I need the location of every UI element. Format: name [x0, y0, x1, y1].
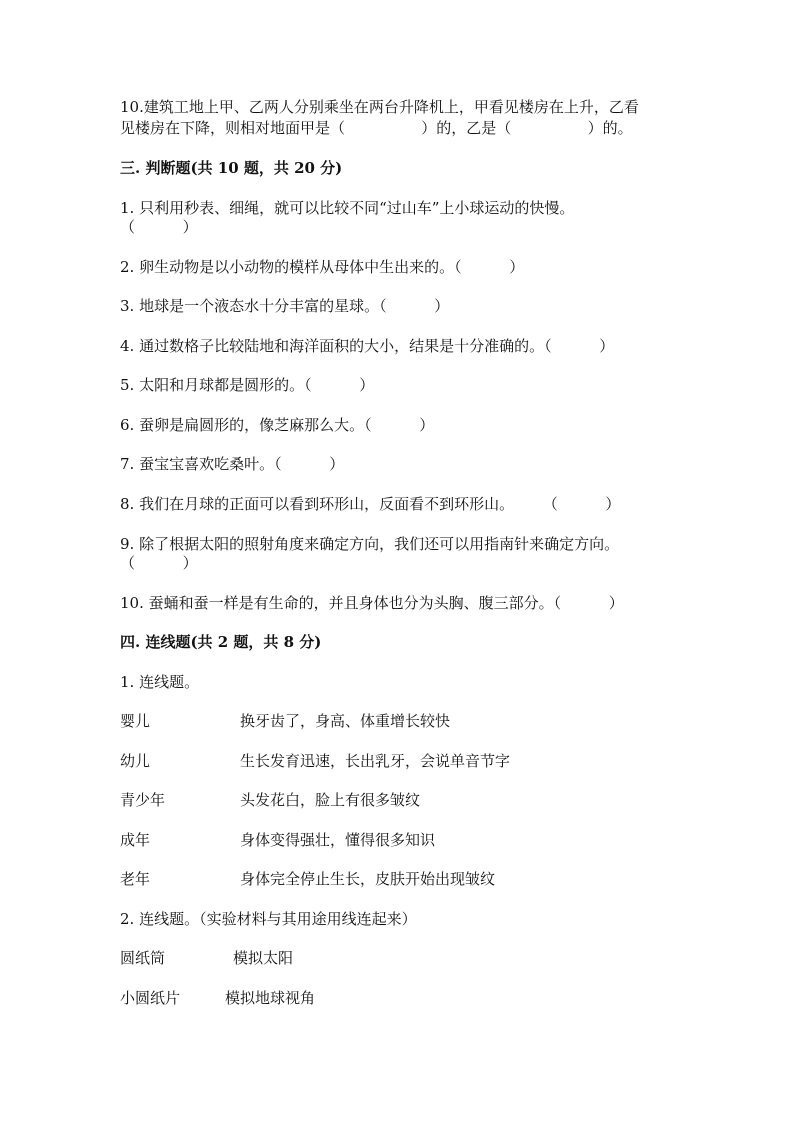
- match-q2-right-2: 模拟地球视角: [225, 989, 316, 1007]
- match-q1-left-1: 婴儿: [120, 712, 151, 730]
- tf-item-4: 4. 通过数格子比较陆地和海洋面积的大小，结果是十分准确的。（ ）: [120, 337, 615, 355]
- match-q1-left-4: 成年: [120, 831, 151, 849]
- match-q2-left-1: 圆纸筒: [120, 949, 166, 967]
- tf-item-9-bracket: （ ）: [120, 554, 198, 572]
- section3-heading: 三. 判断题(共 10 题，共 20 分): [120, 159, 343, 177]
- tf-item-8: 8. 我们在月球的正面可以看到环形山，反面看不到环形山。 （ ）: [120, 495, 621, 513]
- tf-item-2: 2. 卵生动物是以小动物的模样从母体中生出来的。（ ）: [120, 258, 525, 276]
- match-q1-left-3: 青少年: [120, 791, 166, 809]
- match-q1-right-1: 换牙齿了，身高、体重增长较快: [240, 712, 451, 730]
- match-q1-title: 1. 连线题。: [120, 673, 200, 691]
- match-q2-left-2: 小圆纸片: [120, 989, 181, 1007]
- match-q1-right-5: 身体完全停止生长，皮肤开始出现皱纹: [240, 870, 496, 888]
- match-q1-right-4: 身体变得强壮，懂得很多知识: [240, 831, 436, 849]
- match-q2-title: 2. 连线题。（实验材料与其用途用线连起来）: [120, 910, 417, 928]
- tf-item-1-bracket: （ ）: [120, 218, 198, 236]
- tf-item-9: 9. 除了根据太阳的照射角度来确定方向，我们还可以用指南针来确定方向。: [120, 535, 620, 553]
- tf-item-10: 10. 蚕蛹和蚕一样是有生命的，并且身体也分为头胸、腹三部分。（ ）: [120, 594, 624, 612]
- tf-item-1: 1. 只利用秒表、细绳，就可以比较不同“过山车”上小球运动的快慢。: [120, 199, 575, 217]
- tf-item-3: 3. 地球是一个液态水十分丰富的星球。（ ）: [120, 297, 450, 315]
- match-q1-left-2: 幼儿: [120, 752, 151, 770]
- q10-fill-line2: 见楼房在下降，则相对地面甲是（ ）的，乙是（ ）的。: [120, 119, 633, 137]
- match-q1-right-3: 头发花白，脸上有很多皱纹: [240, 791, 421, 809]
- match-q1-right-2: 生长发育迅速，长出乳牙，会说单音节字: [240, 752, 511, 770]
- match-q2-right-1: 模拟太阳: [233, 949, 294, 967]
- tf-item-6: 6. 蚕卵是扁圆形的，像芝麻那么大。（ ）: [120, 416, 435, 434]
- match-q1-left-5: 老年: [120, 870, 151, 888]
- section4-heading: 四. 连线题(共 2 题，共 8 分): [120, 633, 322, 651]
- tf-item-5: 5. 太阳和月球都是圆形的。（ ）: [120, 376, 375, 394]
- q10-fill-line1: 10.建筑工地上甲、乙两人分别乘坐在两台升降机上，甲看见楼房在上升，乙看: [120, 98, 639, 116]
- tf-item-7: 7. 蚕宝宝喜欢吃桑叶。（ ）: [120, 455, 345, 473]
